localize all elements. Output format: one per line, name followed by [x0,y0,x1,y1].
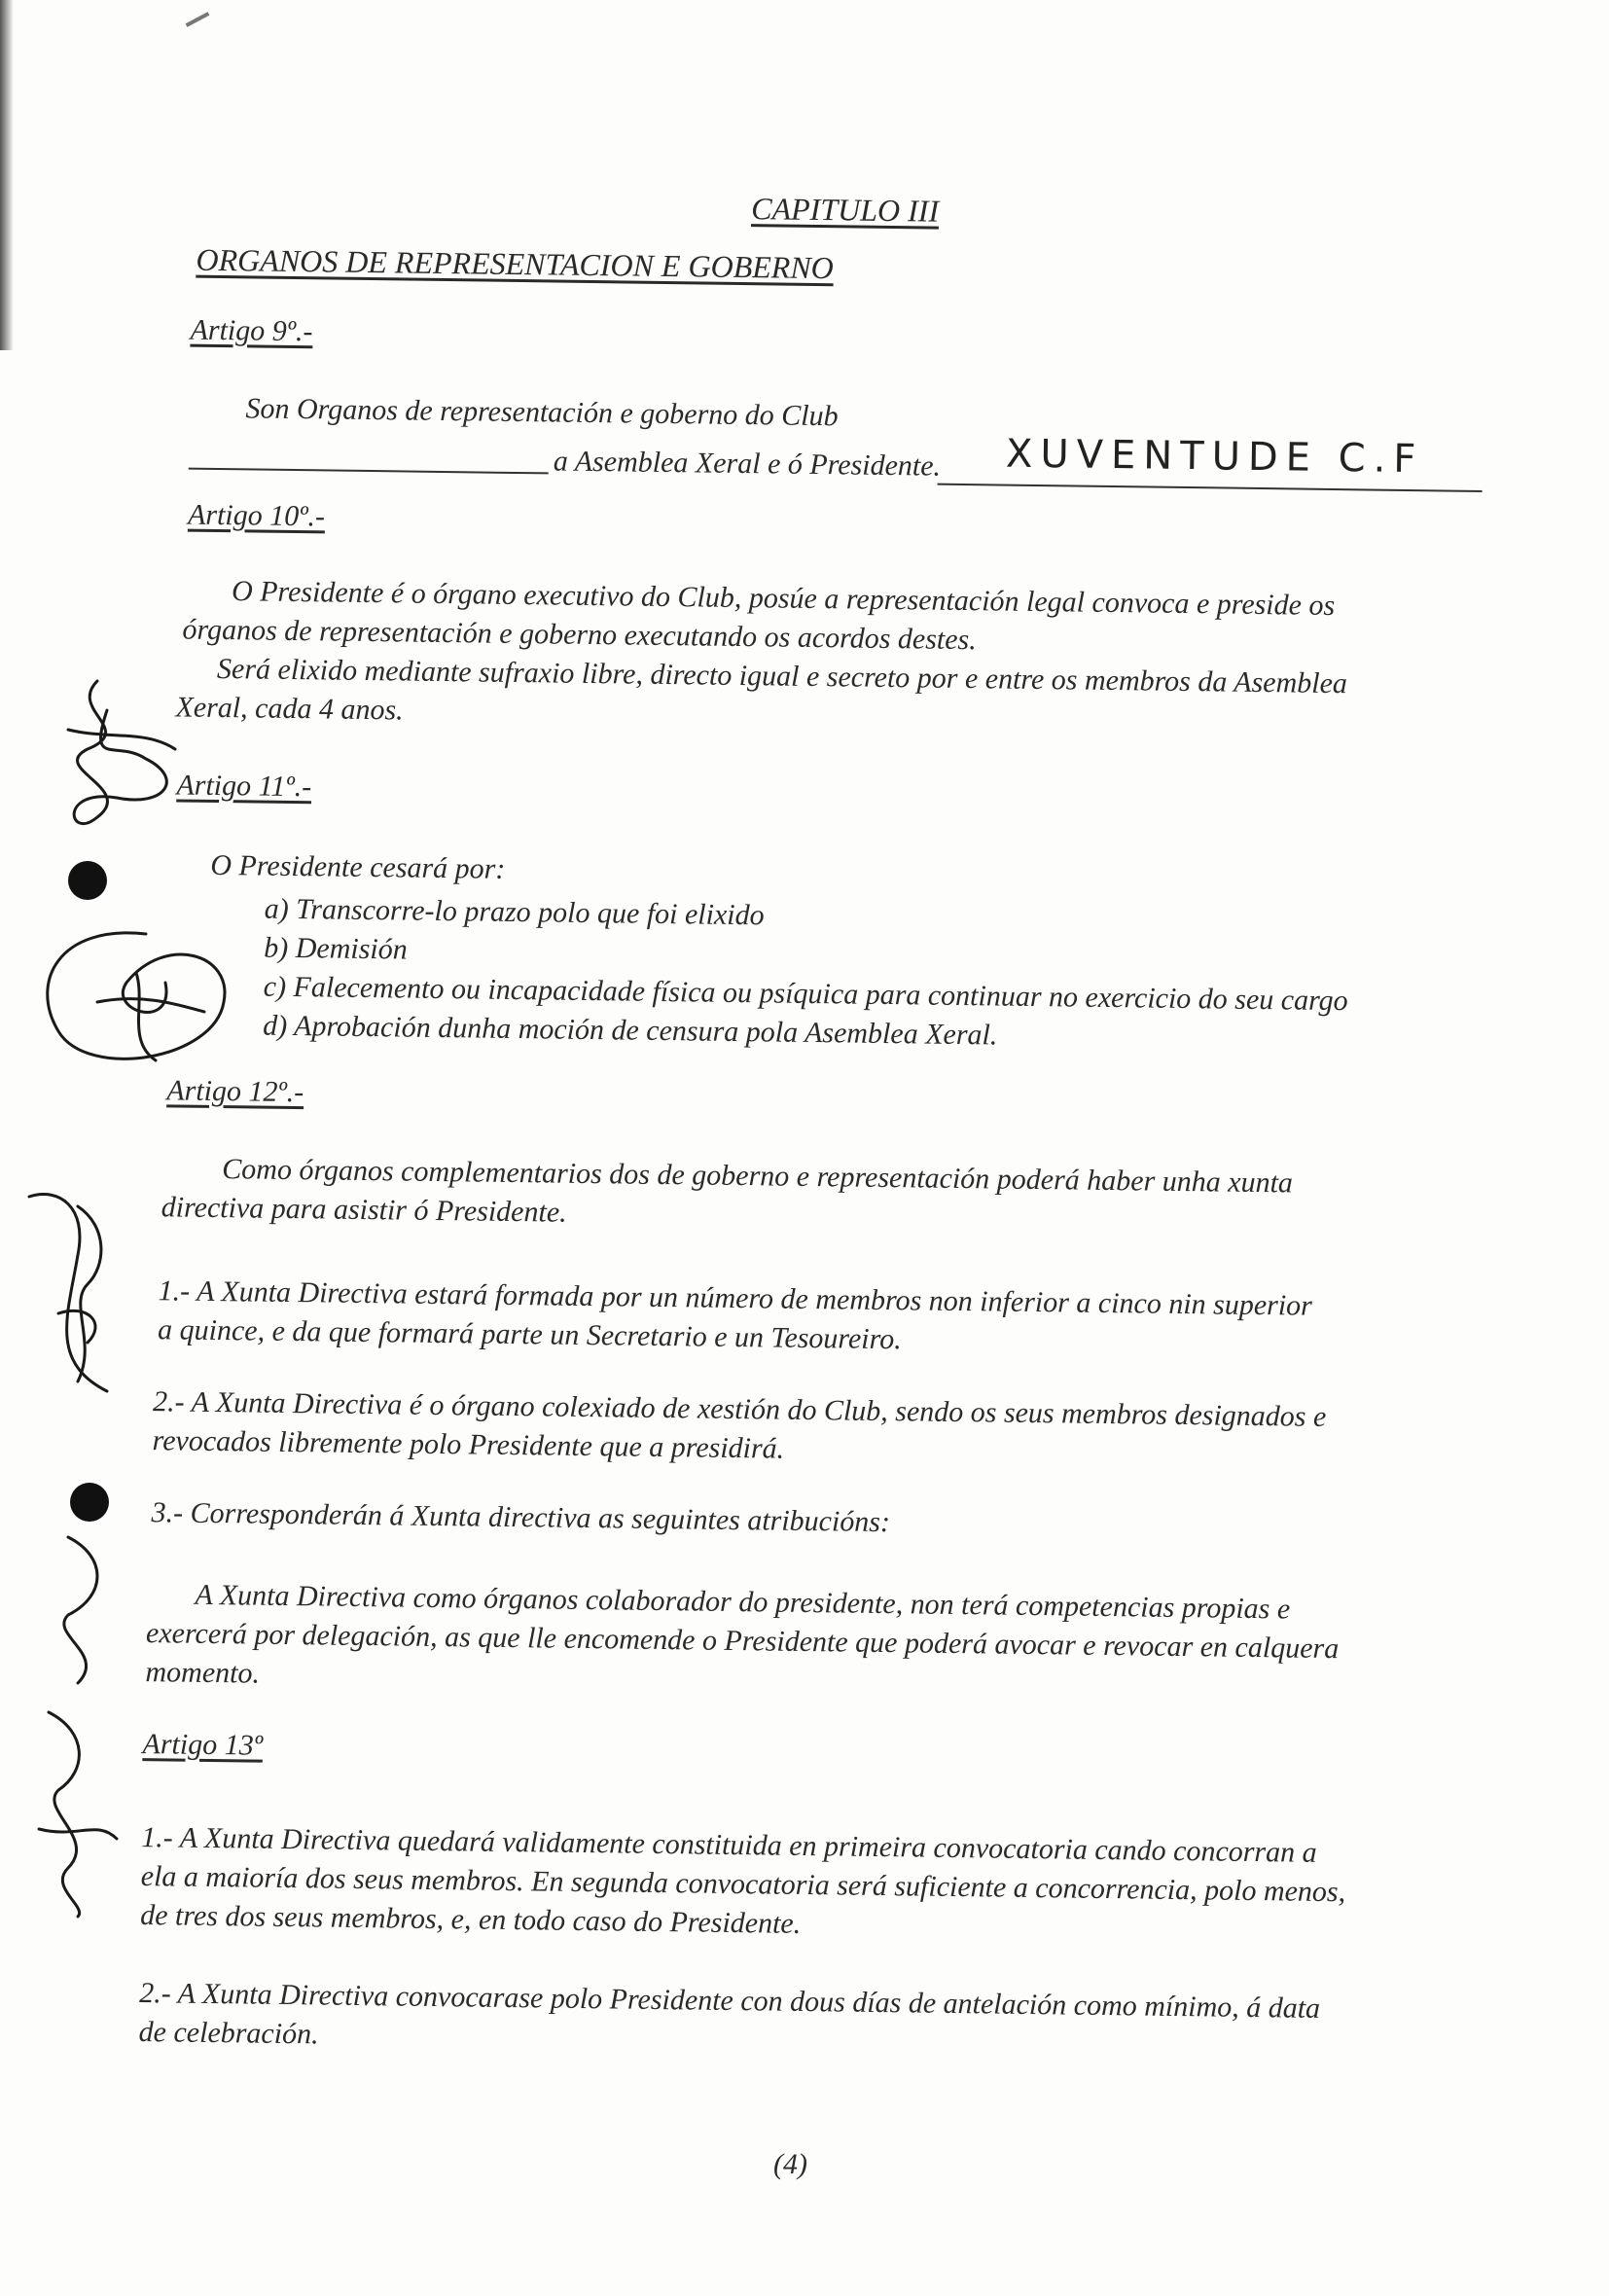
article-11-intro: O Presidente cesará por: [210,848,506,885]
signature-4 [19,1518,126,1926]
article-12-item-3: 3.- Corresponderán á Xunta directiva as seguintes atribucións: [151,1496,891,1539]
article-11-heading: Artigo 11º.- [176,769,312,804]
article-11-item-d: d) Aprobación dunha moción de censura pola Asemblea Xeral. [263,1009,998,1052]
chapter-heading: CAPITULO III [751,191,940,229]
article-12-item-1b: a quince, e da que formará parte un Secretario e un Tesoureiro. [157,1313,902,1356]
article-10-line-4: Xeral, cada 4 anos. [175,691,404,727]
article-11-item-a: a) Transcorre-lo prazo polo que foi elixido [264,892,765,932]
article-12-item-3b: exercerá por delegación, as que lle encomende o Presidente que poderá avocar e revocar en calquera [145,1617,1340,1666]
article-9-line-2: a Asemblea Xeral e ó Presidente. [553,445,942,483]
page-number: (4) [773,2148,807,2180]
article-12-item-2a: 2.- A Xunta Directiva é o órgano colexiado de xestión do Club, sendo os seus membros designados e [152,1385,1327,1433]
article-12-para-1: Como órganos complementarios dos de goberno e representación poderá haber unha xunta [222,1153,1294,1200]
club-name-fill-line-2 [189,468,549,475]
article-12-item-2b: revocados libremente polo Presidente que a presidirá. [152,1424,785,1465]
article-13-heading: Artigo 13º [142,1728,264,1762]
article-13-item-2b: de celebración. [138,2016,319,2051]
signature-1 [29,671,204,866]
article-11-item-b: b) Demisión [264,931,408,966]
article-9-line-1: Son Organos de representación e goberno do Club [245,392,839,433]
club-name-fill-line [938,484,1483,492]
club-name-handwritten: XUVENTUDE C.F [1005,431,1424,483]
article-12-item-1a: 1.- A Xunta Directiva estará formada por un número de membros non inferior a cinco nin superior [158,1274,1313,1322]
article-10-line-1: O Presidente é o órgano executivo do Club, posúe a representación legal convoca e preside os [231,575,1336,623]
article-13-item-1a: 1.- A Xunta Directiva quedará validamente constituida en primeira convocatoria cando concorran a [141,1821,1317,1869]
article-12-item-3a: A Xunta Directiva como órganos colaborador do presidente, non terá competencias propias e [195,1578,1291,1626]
binding-hole-1 [68,861,107,900]
article-13-item-1b: ela a maioría dos seus membros. En segunda convocatoria será suficiente a concorrencia, polo menos, [140,1860,1346,1909]
article-12-para-1b: directiva para asistir ó Presidente. [161,1191,567,1229]
article-13-item-1c: de tres dos seus membros, e, en todo caso do Presidente. [140,1899,802,1940]
article-9-heading: Artigo 9º.- [190,313,313,348]
article-10-line-2: órganos de representación e goberno executando os acordos destes. [182,613,977,657]
signature-3 [19,1167,126,1411]
binding-hole-2 [70,1483,109,1522]
signature-2 [19,915,253,1090]
article-13-item-2a: 2.- A Xunta Directiva convocarase polo Presidente con dous días de antelación como mínimo, á data [138,1977,1321,2025]
section-title: ORGANOS DE REPRESENTACION E GOBERNO [196,241,835,286]
article-11-item-c: c) Falecemento ou incapacidade física ou psíquica para continuar no exercicio do seu cargo [263,970,1348,1018]
article-10-heading: Artigo 10º.- [187,498,326,533]
article-10-line-3: Será elixido mediante sufraxio libre, directo igual e secreto por e entre os membros da Asemblea [216,652,1348,700]
article-12-heading: Artigo 12º.- [166,1074,304,1109]
article-12-item-3c: momento. [145,1656,261,1690]
